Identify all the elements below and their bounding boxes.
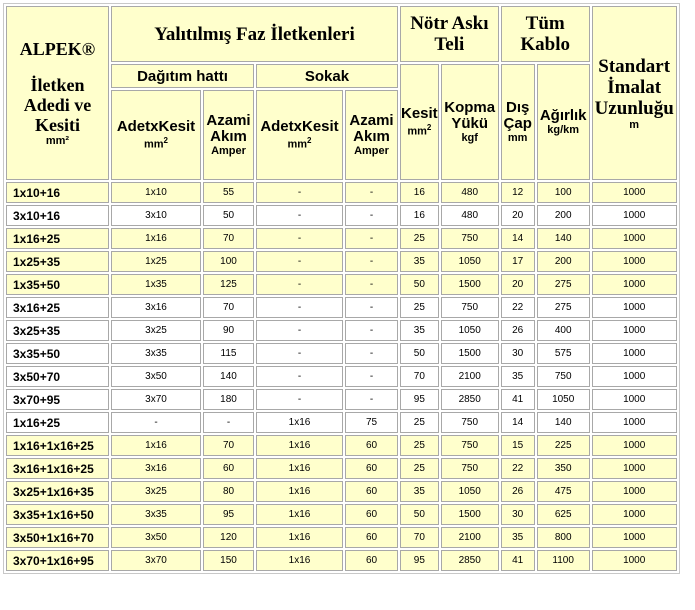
- neutral-kesit-cell: 35: [400, 251, 439, 272]
- weight-cell: 400: [537, 320, 590, 341]
- standard-length-cell: 1000: [592, 205, 677, 226]
- distribution-kesit-cell: 3x25: [111, 320, 201, 341]
- weight-unit: kg/km: [547, 124, 580, 136]
- distribution-kesit-cell: 1x35: [111, 274, 201, 295]
- breaking-load-line2: Yükü: [451, 115, 489, 132]
- outer-diameter-cell: 14: [501, 228, 535, 249]
- distribution-current-unit: Amper: [211, 145, 246, 157]
- neutral-kesit-cell: 35: [400, 320, 439, 341]
- street-kesit-cell: 1x16: [256, 481, 343, 502]
- table-row: [6, 504, 677, 525]
- street-kesit-cell: -: [256, 320, 343, 341]
- distribution-kesit-cell: 3x25: [111, 481, 201, 502]
- weight-cell: 140: [537, 412, 590, 433]
- row-label-cell: 1x16+1x16+25: [6, 435, 109, 456]
- street-kesit-cell: -: [256, 251, 343, 272]
- distribution-current-cell: 180: [203, 389, 254, 410]
- street-current-cell: -: [345, 251, 398, 272]
- distribution-current-cell: 70: [203, 435, 254, 456]
- row-label-cell: 1x10+16: [6, 182, 109, 203]
- weight-cell: 225: [537, 435, 590, 456]
- standard-unit: m: [629, 118, 640, 131]
- street-kesit-cell: -: [256, 274, 343, 295]
- row-label-cell: 3x25+35: [6, 320, 109, 341]
- street-kesit-cell: 1x16: [256, 527, 343, 548]
- standard-length-cell: 1000: [592, 458, 677, 479]
- standard-line2: İmalat: [607, 76, 662, 98]
- row-label-cell: 3x50+70: [6, 366, 109, 387]
- street-current-cell: -: [345, 274, 398, 295]
- outer-diameter-cell: 22: [501, 297, 535, 318]
- table-row: [6, 389, 677, 410]
- distribution-current-line2: Akım: [210, 128, 247, 145]
- row-label-cell: 3x10+16: [6, 205, 109, 226]
- neutral-kesit-cell: 70: [400, 527, 439, 548]
- row-label-cell: 3x35+50: [6, 343, 109, 364]
- row-label-cell: 3x70+95: [6, 389, 109, 410]
- distribution-kesit-cell: 3x70: [111, 550, 201, 571]
- street-current-cell: 60: [345, 481, 398, 502]
- row-label-cell: 1x25+35: [6, 251, 109, 272]
- neutral-kesit-cell: 70: [400, 366, 439, 387]
- street-current-line1: Azami: [349, 112, 394, 129]
- breaking-load-cell: 1050: [441, 251, 499, 272]
- outer-diameter-cell: 22: [501, 458, 535, 479]
- row-label-cell: 1x16+25: [6, 228, 109, 249]
- standard-length-cell: 1000: [592, 504, 677, 525]
- distribution-current-cell: 125: [203, 274, 254, 295]
- standard-length-cell: 1000: [592, 274, 677, 295]
- distribution-kesit-cell: -: [111, 412, 201, 433]
- distribution-kesit-cell: 1x16: [111, 228, 201, 249]
- weight-cell: 625: [537, 504, 590, 525]
- weight-cell: 800: [537, 527, 590, 548]
- outer-diameter-header: [501, 64, 535, 180]
- breaking-load-cell: 1500: [441, 504, 499, 525]
- distribution-current-cell: 115: [203, 343, 254, 364]
- distribution-current-cell: 90: [203, 320, 254, 341]
- distribution-kesit-cell: 3x35: [111, 343, 201, 364]
- distribution-current-cell: 120: [203, 527, 254, 548]
- distribution-current-header: [203, 90, 254, 180]
- row-label-cell: 3x70+1x16+95: [6, 550, 109, 571]
- distribution-kesit-cell: 3x70: [111, 389, 201, 410]
- street-current-cell: 60: [345, 458, 398, 479]
- table-row: [6, 527, 677, 548]
- street-current-cell: 60: [345, 527, 398, 548]
- weight-label: Ağırlık: [539, 107, 587, 124]
- street-kesit-cell: -: [256, 343, 343, 364]
- street-current-cell: -: [345, 320, 398, 341]
- neutral-kesit-cell: 16: [400, 205, 439, 226]
- neutral-kesit-cell: 25: [400, 435, 439, 456]
- row-label-cell: 3x16+1x16+25: [6, 458, 109, 479]
- street-current-cell: -: [345, 366, 398, 387]
- distribution-kesit-cell: 3x50: [111, 527, 201, 548]
- distribution-current-cell: 80: [203, 481, 254, 502]
- distribution-kesit-cell: 3x10: [111, 205, 201, 226]
- breaking-load-cell: 1500: [441, 274, 499, 295]
- street-kesit-cell: 1x16: [256, 435, 343, 456]
- weight-cell: 575: [537, 343, 590, 364]
- row-label-unit: mm²: [45, 135, 70, 147]
- standard-length-cell: 1000: [592, 481, 677, 502]
- street-current-cell: 60: [345, 435, 398, 456]
- breaking-load-cell: 2100: [441, 527, 499, 548]
- distribution-kesit-unit: $mm^2$: [143, 136, 168, 151]
- street-kesit-cell: -: [256, 228, 343, 249]
- neutral-kesit-header: [400, 64, 439, 180]
- breaking-load-cell: 750: [441, 458, 499, 479]
- row-label-header: [6, 6, 109, 180]
- street-current-line2: Akım: [353, 128, 390, 145]
- weight-cell: 1100: [537, 550, 590, 571]
- neutral-kesit-label: Kesit: [401, 105, 438, 123]
- distribution-kesit-cell: 3x50: [111, 366, 201, 387]
- table-row: [6, 182, 677, 203]
- row-label-cell: 1x35+50: [6, 274, 109, 295]
- distribution-current-cell: 95: [203, 504, 254, 525]
- standard-length-cell: 1000: [592, 527, 677, 548]
- standard-line1: Standart: [598, 55, 671, 77]
- cable-spec-rows: [6, 182, 677, 571]
- standard-length-cell: 1000: [592, 412, 677, 433]
- table-row: [6, 366, 677, 387]
- standard-length-cell: 1000: [592, 435, 677, 456]
- standard-length-cell: 1000: [592, 389, 677, 410]
- outer-diameter-cell: 15: [501, 435, 535, 456]
- row-label-cell: 3x35+1x16+50: [6, 504, 109, 525]
- street-current-cell: -: [345, 205, 398, 226]
- neutral-kesit-cell: 95: [400, 389, 439, 410]
- neutral-kesit-cell: 25: [400, 228, 439, 249]
- breaking-load-cell: 480: [441, 205, 499, 226]
- phase-conductors-header: Yalıtılmış Faz İletkenleri: [111, 6, 398, 62]
- table-row: [6, 228, 677, 249]
- brand-name: ALPEK®: [19, 39, 96, 59]
- breaking-load-cell: 480: [441, 182, 499, 203]
- street-current-cell: 60: [345, 550, 398, 571]
- standard-length-header: [592, 6, 677, 180]
- distribution-current-cell: 100: [203, 251, 254, 272]
- street-current-cell: -: [345, 228, 398, 249]
- neutral-kesit-cell: 50: [400, 343, 439, 364]
- street-kesit-cell: -: [256, 366, 343, 387]
- outer-diameter-cell: 41: [501, 389, 535, 410]
- weight-cell: 275: [537, 274, 590, 295]
- distribution-current-cell: 60: [203, 458, 254, 479]
- street-kesit-unit: $mm^2$: [287, 136, 312, 151]
- neutral-header-line2: Teli: [434, 34, 465, 55]
- standard-line3: Uzunluğu: [594, 97, 674, 119]
- neutral-kesit-unit: $mm^2$: [407, 123, 432, 138]
- distribution-current-cell: 70: [203, 297, 254, 318]
- outer-diameter-cell: 20: [501, 205, 535, 226]
- distribution-line-header: Dağıtım hattı: [111, 64, 254, 88]
- street-current-cell: -: [345, 343, 398, 364]
- neutral-wire-header: [400, 6, 499, 62]
- street-current-cell: -: [345, 182, 398, 203]
- street-kesit-cell: -: [256, 297, 343, 318]
- street-kesit-cell: 1x16: [256, 550, 343, 571]
- breaking-load-cell: 750: [441, 297, 499, 318]
- outer-diameter-cell: 12: [501, 182, 535, 203]
- outer-diameter-cell: 26: [501, 320, 535, 341]
- table-row: [6, 205, 677, 226]
- row-label-cell: 1x16+25: [6, 412, 109, 433]
- distribution-kesit-cell: 1x16: [111, 435, 201, 456]
- outer-diameter-cell: 14: [501, 412, 535, 433]
- outer-diameter-cell: 35: [501, 527, 535, 548]
- street-kesit-cell: -: [256, 182, 343, 203]
- outer-diameter-unit: mm: [507, 132, 528, 144]
- distribution-kesit-header: [111, 90, 201, 180]
- row-label-cell: 3x25+1x16+35: [6, 481, 109, 502]
- outer-diameter-cell: 30: [501, 343, 535, 364]
- standard-length-cell: 1000: [592, 343, 677, 364]
- breaking-load-cell: 1050: [441, 320, 499, 341]
- table-row: [6, 435, 677, 456]
- table-row: [6, 320, 677, 341]
- outer-diameter-cell: 35: [501, 366, 535, 387]
- breaking-load-cell: 750: [441, 228, 499, 249]
- breaking-load-cell: 750: [441, 435, 499, 456]
- neutral-header-line1: Nötr Askı: [410, 13, 489, 34]
- distribution-kesit-cell: 3x35: [111, 504, 201, 525]
- table-row: [6, 412, 677, 433]
- street-kesit-label: AdetxKesit: [260, 118, 339, 136]
- row-label-cell: 3x50+1x16+70: [6, 527, 109, 548]
- outer-diameter-cell: 26: [501, 481, 535, 502]
- cable-spec-table-container: [3, 3, 680, 574]
- weight-cell: 100: [537, 182, 590, 203]
- standard-length-cell: 1000: [592, 182, 677, 203]
- distribution-current-cell: 70: [203, 228, 254, 249]
- breaking-load-cell: 750: [441, 412, 499, 433]
- breaking-load-cell: 1500: [441, 343, 499, 364]
- outer-diameter-line2: Çap: [503, 115, 532, 132]
- cable-spec-table: [3, 3, 680, 574]
- standard-length-cell: 1000: [592, 228, 677, 249]
- neutral-kesit-cell: 25: [400, 412, 439, 433]
- outer-diameter-line1: Dış: [506, 99, 530, 116]
- street-kesit-cell: -: [256, 205, 343, 226]
- outer-diameter-cell: 17: [501, 251, 535, 272]
- outer-diameter-cell: 41: [501, 550, 535, 571]
- breaking-load-cell: 2850: [441, 550, 499, 571]
- distribution-current-cell: -: [203, 412, 254, 433]
- distribution-current-cell: 55: [203, 182, 254, 203]
- street-current-unit: Amper: [354, 145, 389, 157]
- weight-cell: 200: [537, 205, 590, 226]
- distribution-kesit-cell: 1x10: [111, 182, 201, 203]
- street-current-cell: 75: [345, 412, 398, 433]
- table-row: [6, 274, 677, 295]
- table-row: [6, 297, 677, 318]
- weight-cell: 140: [537, 228, 590, 249]
- standard-length-cell: 1000: [592, 366, 677, 387]
- breaking-load-header: [441, 64, 499, 180]
- street-current-header: [345, 90, 398, 180]
- table-row: [6, 458, 677, 479]
- whole-cable-header: [501, 6, 590, 62]
- neutral-kesit-cell: 25: [400, 458, 439, 479]
- neutral-kesit-cell: 35: [400, 481, 439, 502]
- cable-header-line2: Kablo: [520, 34, 570, 55]
- distribution-kesit-cell: 1x25: [111, 251, 201, 272]
- table-row: [6, 251, 677, 272]
- breaking-load-unit: kgf: [461, 132, 478, 144]
- street-kesit-cell: -: [256, 389, 343, 410]
- row-label-title-3: Kesiti: [35, 115, 80, 135]
- street-current-cell: 60: [345, 504, 398, 525]
- outer-diameter-cell: 30: [501, 504, 535, 525]
- outer-diameter-cell: 20: [501, 274, 535, 295]
- standard-length-cell: 1000: [592, 320, 677, 341]
- table-row: [6, 481, 677, 502]
- street-current-cell: -: [345, 389, 398, 410]
- row-label-cell: 3x16+25: [6, 297, 109, 318]
- street-kesit-cell: 1x16: [256, 412, 343, 433]
- row-label-title-2: Adedi ve: [23, 95, 92, 115]
- street-current-cell: -: [345, 297, 398, 318]
- neutral-kesit-cell: 50: [400, 504, 439, 525]
- neutral-kesit-cell: 50: [400, 274, 439, 295]
- street-kesit-header: [256, 90, 343, 180]
- table-row: [6, 343, 677, 364]
- distribution-current-cell: 140: [203, 366, 254, 387]
- breaking-load-line1: Kopma: [444, 99, 496, 116]
- breaking-load-cell: 2850: [441, 389, 499, 410]
- standard-length-cell: 1000: [592, 550, 677, 571]
- cable-header-line1: Tüm: [525, 13, 565, 34]
- standard-length-cell: 1000: [592, 297, 677, 318]
- distribution-current-line1: Azami: [206, 112, 251, 129]
- weight-cell: 475: [537, 481, 590, 502]
- neutral-kesit-cell: 95: [400, 550, 439, 571]
- neutral-kesit-cell: 25: [400, 297, 439, 318]
- distribution-current-cell: 50: [203, 205, 254, 226]
- breaking-load-cell: 1050: [441, 481, 499, 502]
- distribution-current-cell: 150: [203, 550, 254, 571]
- distribution-kesit-cell: 3x16: [111, 297, 201, 318]
- weight-header: [537, 64, 590, 180]
- row-label-title-1: İletken: [30, 75, 85, 95]
- weight-cell: 275: [537, 297, 590, 318]
- breaking-load-cell: 2100: [441, 366, 499, 387]
- weight-cell: 750: [537, 366, 590, 387]
- weight-cell: 1050: [537, 389, 590, 410]
- weight-cell: 350: [537, 458, 590, 479]
- standard-length-cell: 1000: [592, 251, 677, 272]
- weight-cell: 200: [537, 251, 590, 272]
- table-row: [6, 550, 677, 571]
- neutral-kesit-cell: 16: [400, 182, 439, 203]
- street-kesit-cell: 1x16: [256, 458, 343, 479]
- distribution-kesit-cell: 3x16: [111, 458, 201, 479]
- street-kesit-cell: 1x16: [256, 504, 343, 525]
- distribution-kesit-label: AdetxKesit: [116, 118, 196, 136]
- street-header: Sokak: [256, 64, 398, 88]
